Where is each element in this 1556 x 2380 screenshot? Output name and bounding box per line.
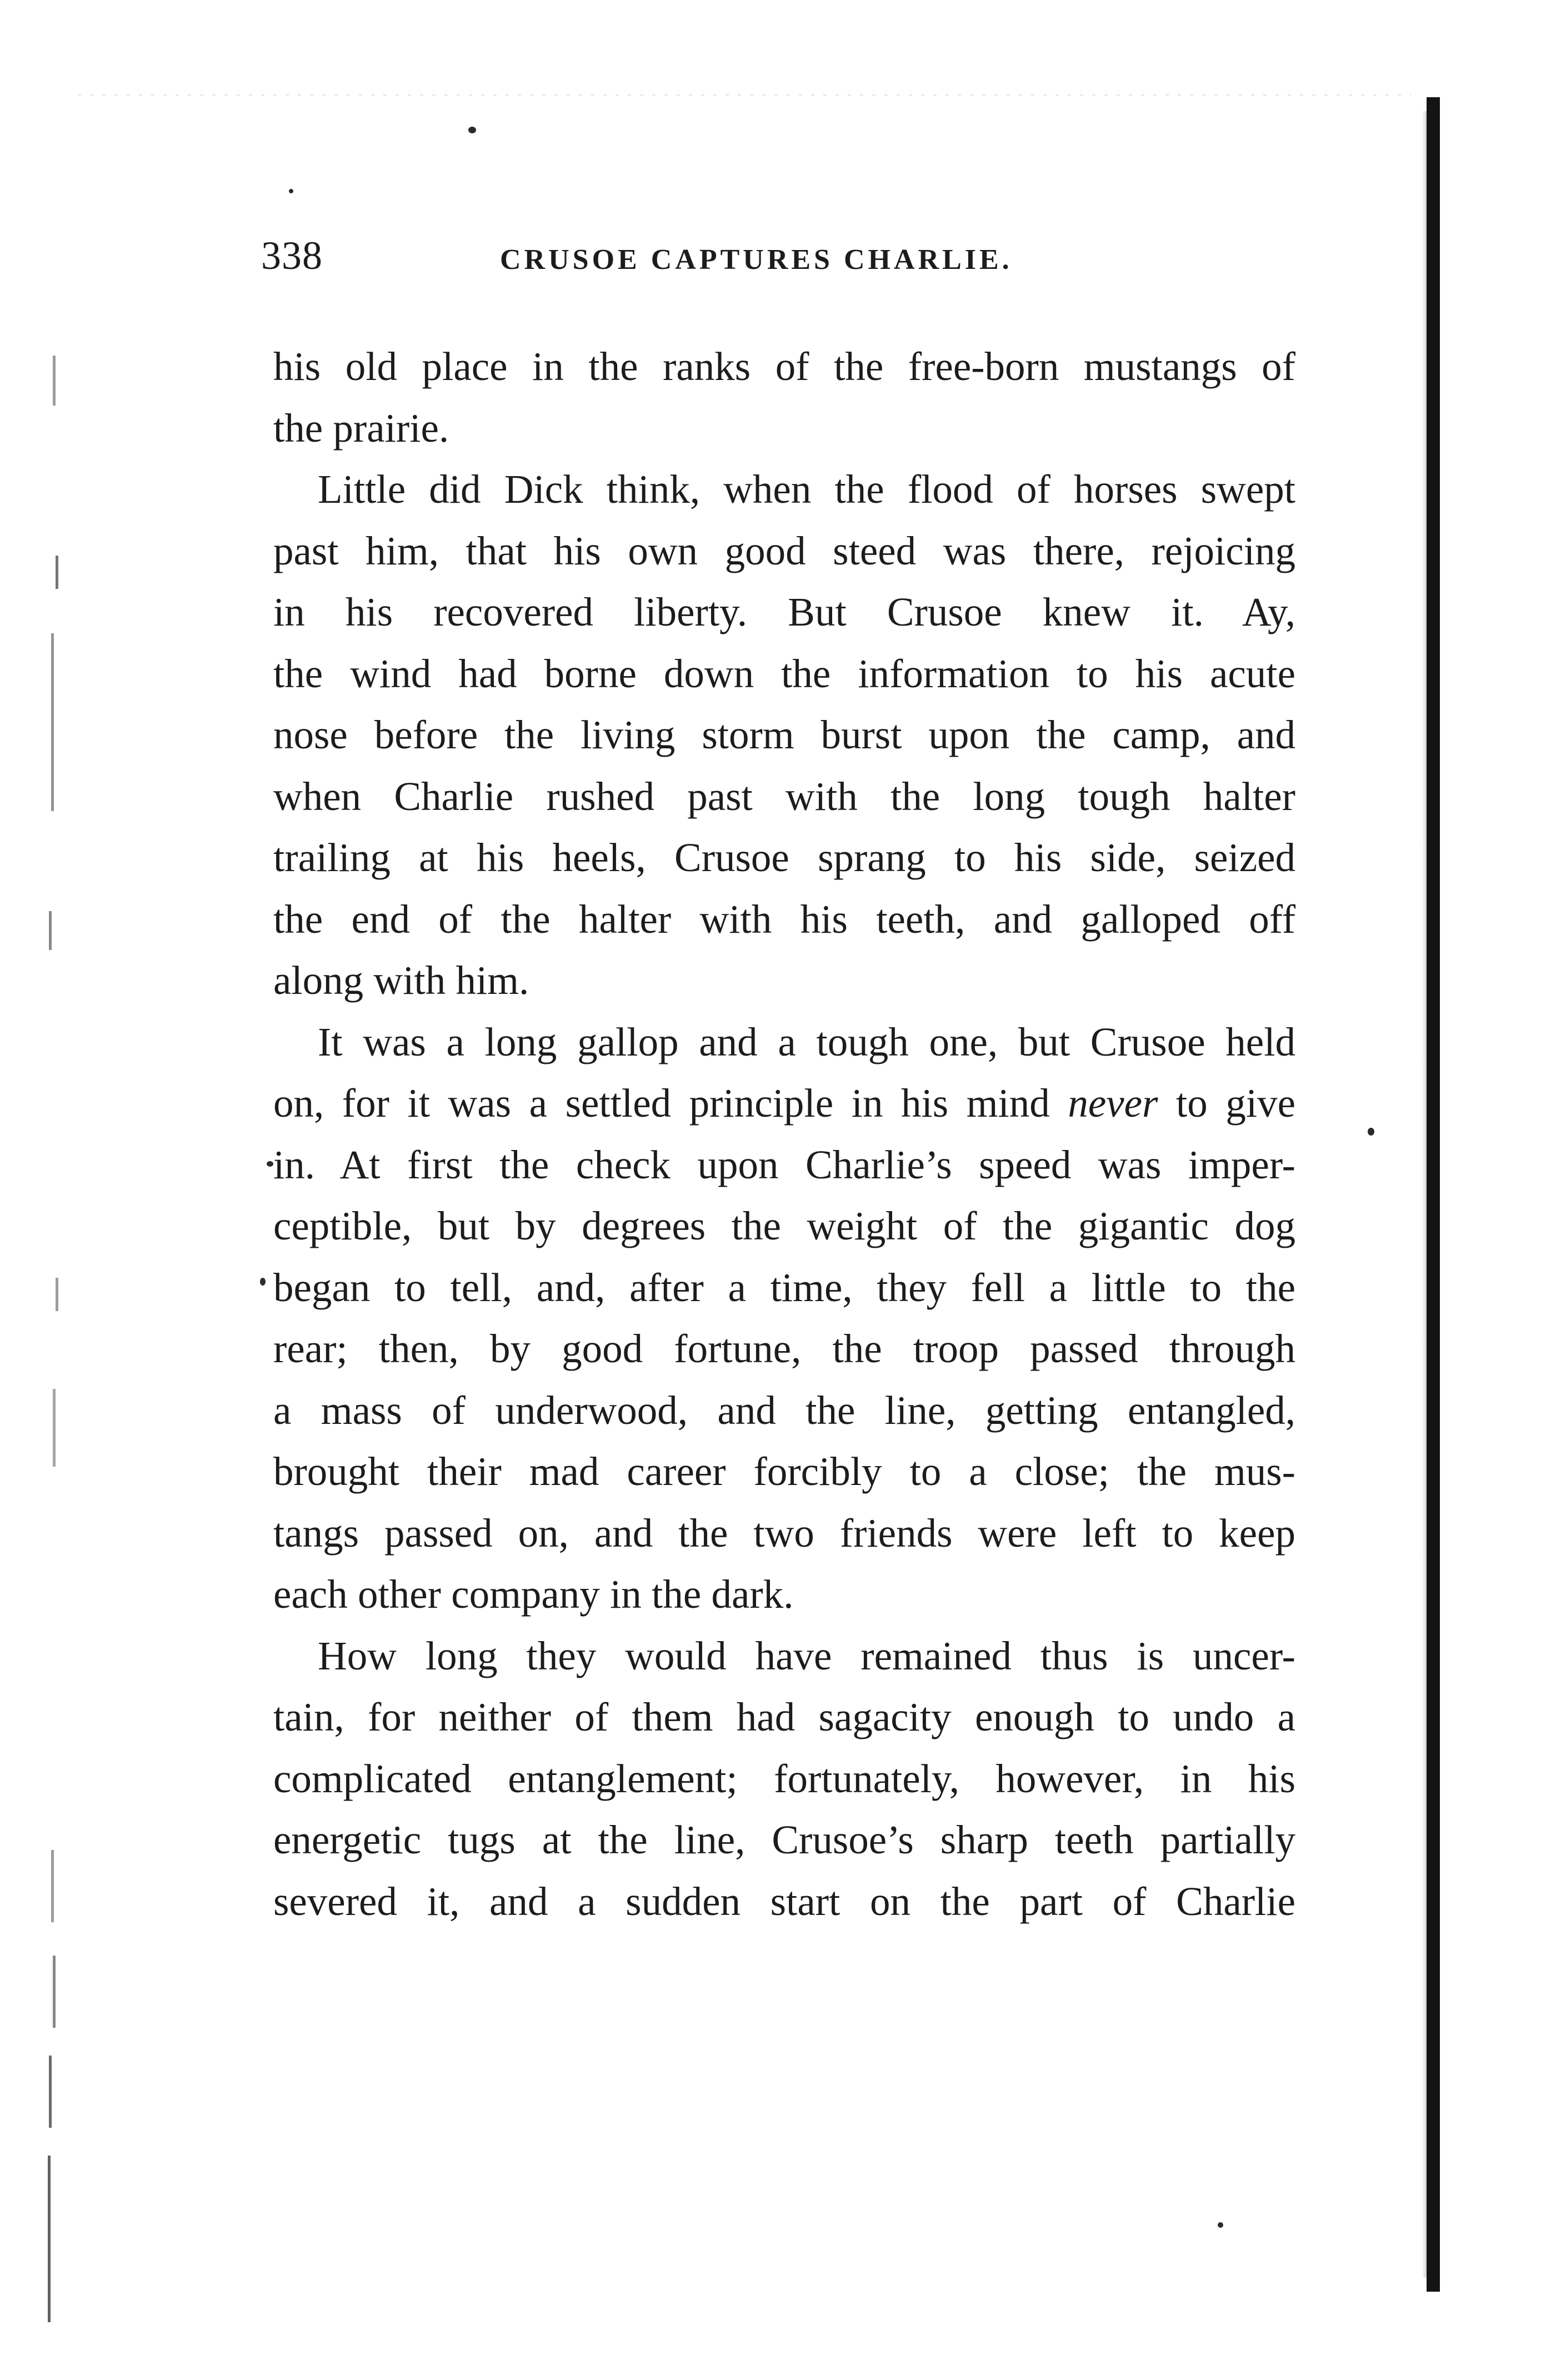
text-line: the wind had borne down the information to his acute	[273, 651, 1295, 696]
gutter-mark	[53, 1389, 56, 1467]
gutter-mark	[48, 2156, 51, 2322]
text-line: in. At first the check upon Charlie’s speed was imper-	[273, 1142, 1295, 1187]
text-line-part: to give	[1158, 1081, 1295, 1126]
text-line: How long they would have remained thus is uncer-	[318, 1633, 1295, 1678]
scan-speck	[260, 1278, 266, 1286]
scan-speck	[267, 1161, 273, 1167]
body-text	[273, 336, 1295, 1932]
scan-speck	[289, 189, 293, 193]
gutter-mark	[51, 633, 54, 811]
text-line: complicated entanglement; fortunately, however, in his	[273, 1756, 1295, 1801]
text-line-with-italic	[273, 1073, 1295, 1134]
page-number: 338	[261, 233, 323, 278]
text-line: ceptible, but by degrees the weight of the gigantic dog	[273, 1203, 1295, 1248]
gutter-mark	[49, 911, 52, 950]
text-line-part: on, for it was a settled principle in his mind	[273, 1081, 1068, 1126]
scan-speck	[1218, 2222, 1223, 2228]
gutter-mark	[49, 2056, 52, 2128]
text-line: brought their mad career forcibly to a close; the mus-	[273, 1449, 1295, 1494]
gutter-mark	[56, 556, 58, 589]
text-line: trailing at his heels, Crusoe sprang to his side, seized	[273, 835, 1295, 880]
text-line: It was a long gallop and a tough one, but Crusoe held	[318, 1019, 1295, 1064]
text-line: his old place in the ranks of the free-born mustangs of	[273, 344, 1295, 389]
running-title: CRUSOE CAPTURES CHARLIE.	[500, 244, 1013, 276]
text-line: severed it, and a sudden start on the part of Charlie	[273, 1878, 1295, 1924]
text-line: past him, that his own good steed was there, rejoicing	[273, 528, 1295, 573]
text-line: when Charlie rushed past with the long tough halter	[273, 773, 1295, 819]
text-line: the end of the halter with his teeth, and galloped off	[273, 896, 1295, 942]
text-line: nose before the living storm burst upon the camp, and	[273, 712, 1295, 757]
text-line: energetic tugs at the line, Crusoe’s sharp teeth partially	[273, 1817, 1295, 1862]
gutter-mark	[56, 1278, 58, 1311]
italic-word: never	[1068, 1081, 1158, 1126]
text-line: began to tell, and, after a time, they fell a little to the	[273, 1264, 1295, 1310]
scan-top-edge	[78, 94, 1411, 96]
gutter-mark	[53, 356, 56, 406]
text-line: each other company in the dark.	[273, 1572, 794, 1617]
gutter-mark	[53, 1956, 56, 2028]
text-line: along with him.	[273, 958, 529, 1003]
text-line: Little did Dick think, when the flood of horses swept	[318, 467, 1295, 512]
gutter-mark	[51, 1850, 54, 1922]
text-line: tain, for neither of them had sagacity enough to undo a	[273, 1694, 1295, 1739]
paragraph-4	[273, 1626, 1295, 1933]
scan-speck	[468, 127, 476, 133]
page-header	[261, 228, 1317, 289]
text-line: tangs passed on, and the two friends were left to keep	[273, 1510, 1295, 1556]
binding-edge	[1427, 97, 1440, 2292]
paragraph-2	[273, 459, 1295, 1012]
text-line: rear; then, by good fortune, the troop passed through	[273, 1326, 1295, 1371]
text-line: in his recovered liberty. But Crusoe knew it. Ay,	[273, 589, 1295, 634]
text-line: a mass of underwood, and the line, getting entangled,	[273, 1387, 1295, 1433]
scan-speck	[1368, 1128, 1374, 1136]
paragraph-3	[273, 1012, 1295, 1626]
paragraph-1	[273, 336, 1295, 459]
text-line: the prairie.	[273, 405, 449, 451]
